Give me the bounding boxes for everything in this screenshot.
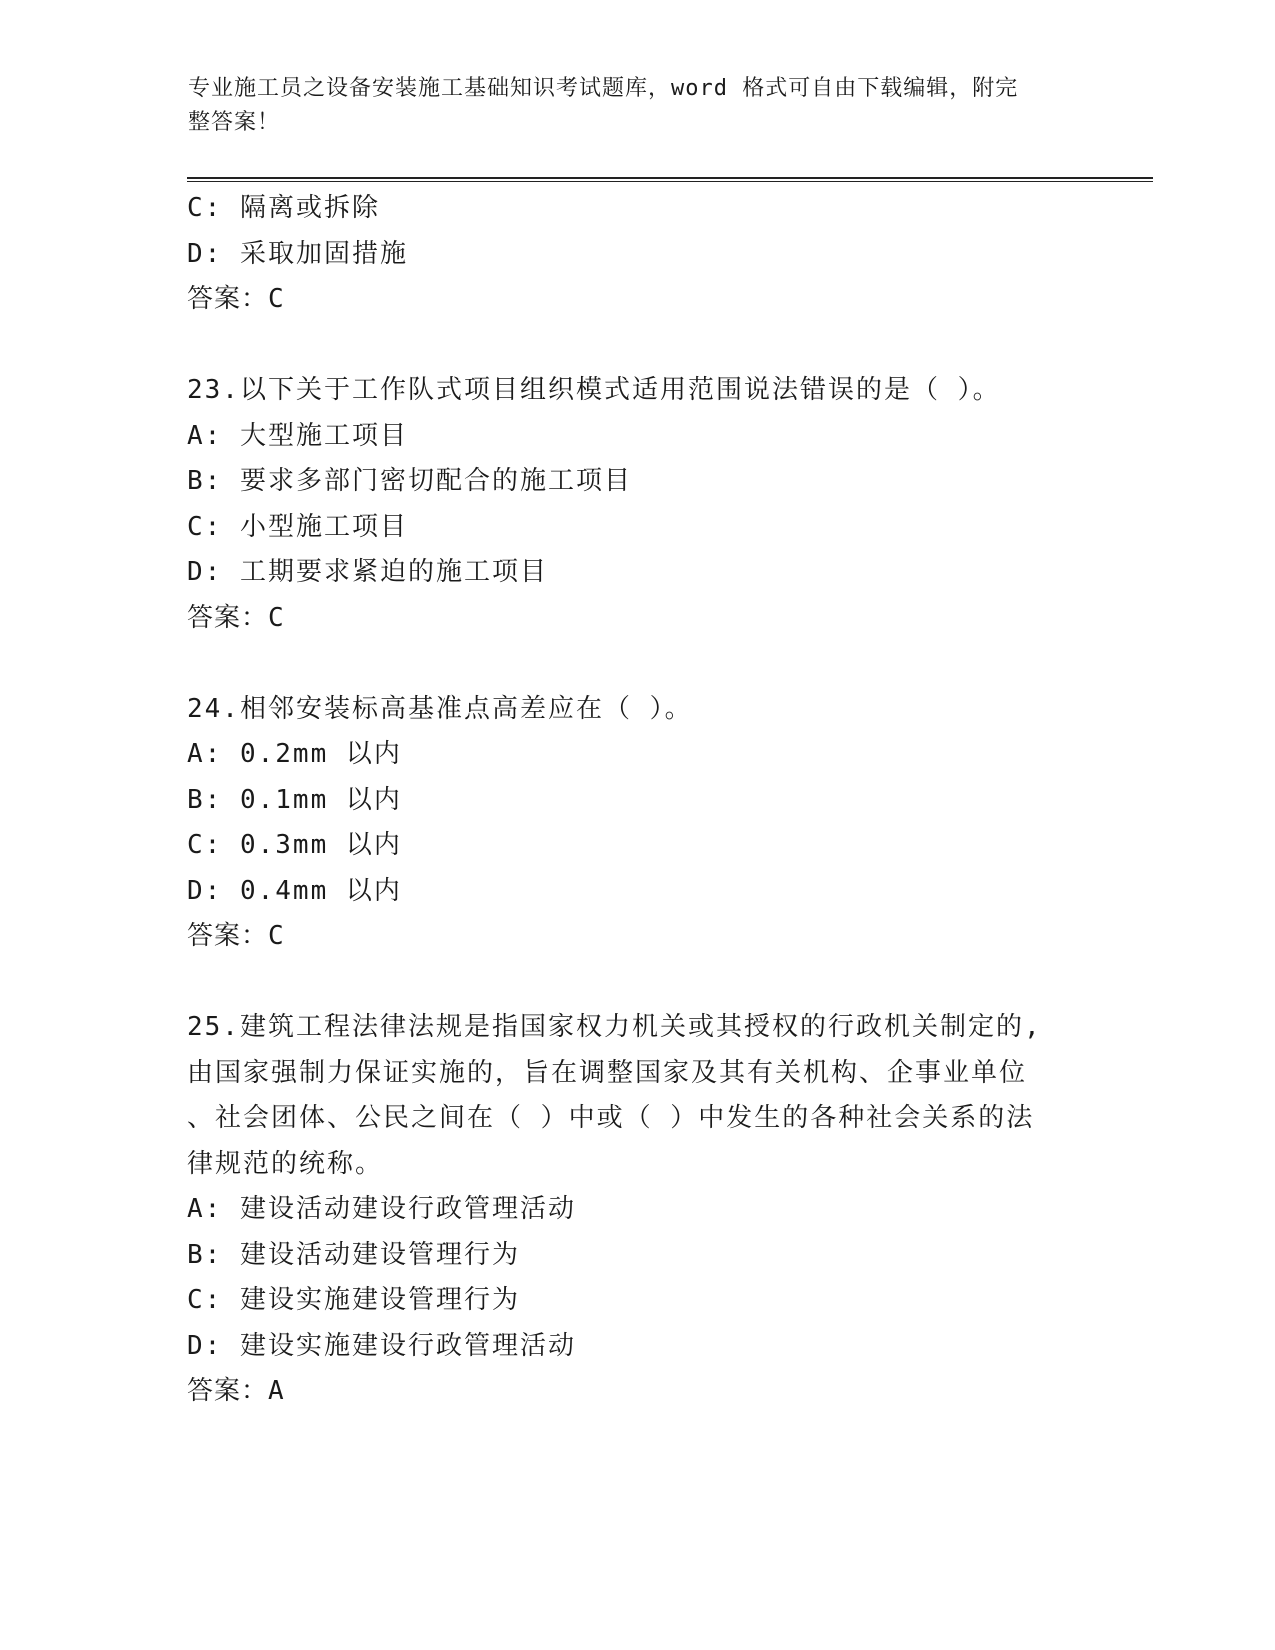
question-stem: 24.相邻安装标高基准点高差应在（ ）。 [187, 693, 693, 724]
question-stem: 23.以下关于工作队式项目组织模式适用范围说法错误的是（ ）。 [187, 375, 1001, 405]
option-c [187, 1278, 1067, 1324]
option-a [187, 732, 1067, 778]
option-b [187, 459, 1067, 505]
answer-line [187, 1369, 1067, 1415]
option-c [187, 823, 1067, 869]
option-text: 小型施工项目 [239, 511, 408, 542]
option-key: C: [187, 511, 223, 542]
option-key: C: [187, 830, 223, 860]
option-text: 隔离或拆除 [239, 193, 380, 223]
option-key: D: [187, 875, 223, 906]
option-key: A: [187, 739, 223, 769]
header-line-2: 整答案！ [188, 110, 281, 135]
option-a [187, 414, 1067, 460]
option-text: 大型施工项目 [239, 420, 408, 451]
option-text: 建设活动建设管理行为 [239, 1239, 520, 1270]
option-text: 建设实施建设管理行为 [239, 1285, 520, 1315]
answer-label: 答案： [187, 921, 269, 951]
option-d [187, 232, 1067, 278]
option-text: 0.1mm 以内 [239, 784, 402, 815]
answer-value: C [268, 602, 285, 633]
header-divider [187, 177, 1153, 182]
option-key: B: [187, 1239, 223, 1270]
header-line-1: 专业施工员之设备安装施工基础知识考试题库，word 格式可自由下载编辑，附完 [188, 76, 1019, 101]
option-text: 建设活动建设行政管理活动 [239, 1194, 576, 1224]
option-key: C: [187, 1285, 223, 1315]
answer-line [187, 914, 1067, 960]
option-b [187, 778, 1067, 824]
option-c [187, 505, 1067, 551]
question-stem-line: 由国家强制力保证实施的，旨在调整国家及其有关机构、企事业单位 [187, 1057, 1028, 1088]
answer-label: 答案： [187, 284, 269, 314]
option-text: 0.2mm 以内 [239, 739, 402, 769]
answer-value: C [268, 921, 285, 951]
option-c [187, 186, 1067, 232]
option-text: 要求多部门密切配合的施工项目 [239, 466, 632, 496]
question-stem-line: 25.建筑工程法律法规是指国家权力机关或其授权的行政机关制定的, [187, 1012, 1042, 1042]
option-text: 工期要求紧迫的施工项目 [239, 557, 548, 587]
option-key: A: [187, 1194, 223, 1224]
option-key: B: [187, 784, 223, 815]
option-a [187, 1187, 1067, 1233]
option-key: C: [187, 193, 223, 223]
question-25 [187, 1005, 1067, 1415]
option-b [187, 1233, 1067, 1279]
option-key: D: [187, 1330, 223, 1361]
answer-line [187, 277, 1067, 323]
question-stem-line: 、社会团体、公民之间在（ ）中或（ ）中发生的各种社会关系的法 [187, 1103, 1035, 1133]
option-key: B: [187, 466, 223, 496]
answer-label: 答案： [187, 1376, 269, 1406]
question-stem-line: 律规范的统称。 [187, 1148, 384, 1179]
option-text: 建设实施建设行政管理活动 [239, 1330, 576, 1361]
answer-value: A [268, 1376, 285, 1406]
option-text: 0.3mm 以内 [239, 830, 402, 860]
option-d [187, 550, 1067, 596]
option-text: 采取加固措施 [239, 238, 408, 269]
answer-line [187, 596, 1067, 642]
question-list [187, 186, 1067, 1415]
option-d [187, 869, 1067, 915]
option-key: D: [187, 557, 223, 587]
option-key: D: [187, 238, 223, 269]
option-key: A: [187, 420, 223, 451]
answer-label: 答案： [187, 602, 269, 633]
option-text: 0.4mm 以内 [239, 875, 402, 906]
option-d [187, 1324, 1067, 1370]
answer-value: C [268, 284, 285, 314]
question-22 [187, 186, 1067, 323]
question-24 [187, 687, 1067, 960]
question-23 [187, 368, 1067, 641]
document-header [188, 72, 1068, 140]
